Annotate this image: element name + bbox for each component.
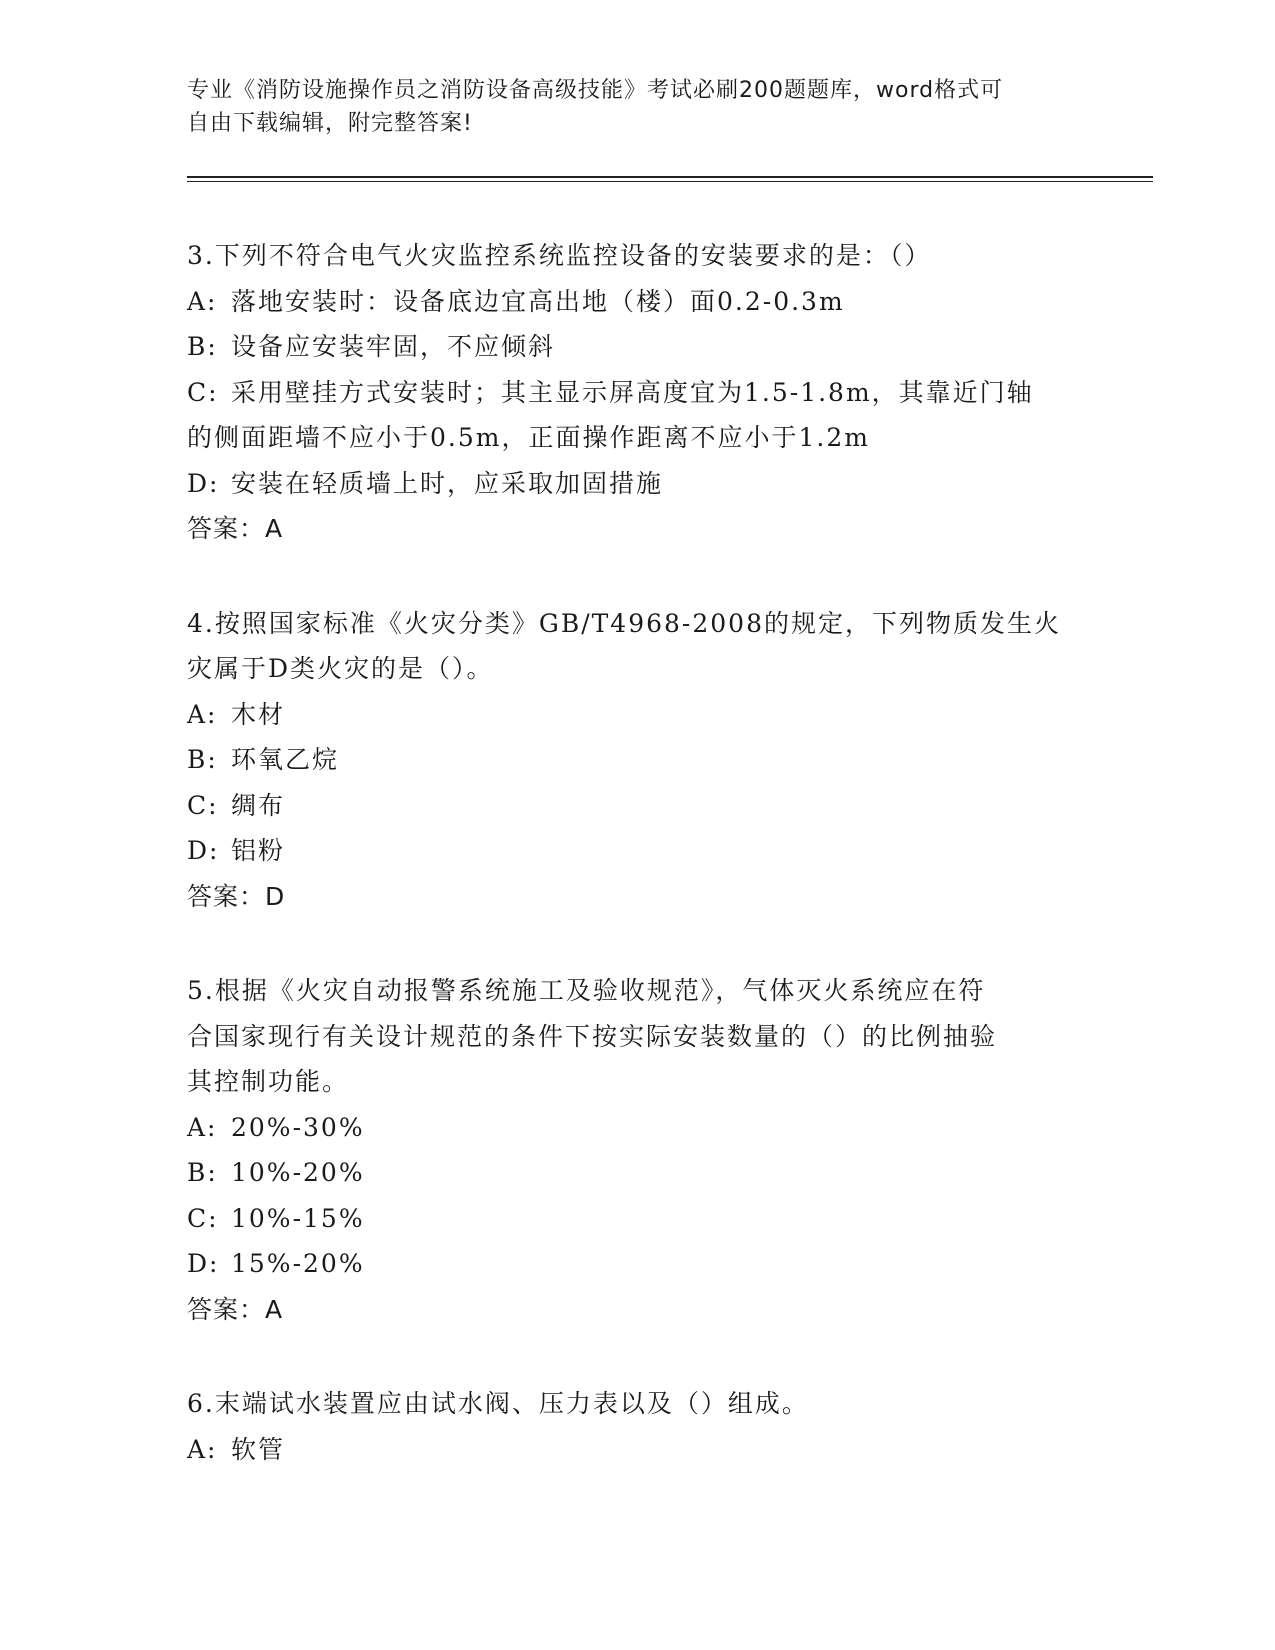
question-block [187,1381,1087,1472]
answer-option [187,324,1087,370]
answer-key: 答案：A [187,514,284,543]
document-header [187,74,1087,140]
answer-option [187,1427,1087,1473]
option-letter: C: [187,1203,219,1233]
question-text: 5.根据《火灾自动报警系统施工及验收规范》，气体灭火系统应在符 [187,976,986,1005]
header-line-1: 专业《消防设施操作员之消防设备高级技能》考试必刷200题题库，word格式可 [187,78,1004,103]
option-letter: D: [187,468,220,498]
question-text: 3.下列不符合电气火灾监控系统监控设备的安装要求的是：（） [187,241,932,270]
option-letter: A: [187,286,218,316]
question-text: 6.末端试水装置应由试水阀、压力表以及（）组成。 [187,1389,809,1418]
question-list [187,233,1087,1521]
answer-key: 答案：D [187,881,286,911]
option-text: 木材 [231,699,286,729]
answer-option [187,370,1087,416]
option-text: 落地安装时：设备底边宜高出地（楼）面0.2-0.3m [231,286,845,316]
option-text: 采用壁挂方式安装时；其主显示屏高度宜为1.5-1.8m，其靠近门轴 [231,377,1034,407]
option-text: 20%-30% [231,1112,365,1142]
option-letter: D: [187,1249,220,1278]
answer-option [187,415,1087,461]
option-text: 15%-20% [231,1249,365,1278]
answer-option [187,1241,1087,1287]
option-text: 铝粉 [231,836,286,865]
option-text: 软管 [231,1434,286,1464]
question-text: 灾属于D类火灾的是（）。 [187,654,494,683]
option-text: 10%-15% [231,1203,365,1233]
question-text: 合国家现行有关设计规范的条件下按实际安装数量的（）的比例抽验 [187,1021,998,1051]
answer-option [187,828,1087,874]
header-rule-thick [187,176,1153,178]
option-letter: A: [187,699,218,729]
option-letter: A: [187,1112,218,1142]
option-text: 设备应安装牢固，不应倾斜 [231,332,556,361]
option-text: 环氧乙烷 [231,745,340,774]
option-text: 安装在轻质墙上时，应采取加固措施 [231,468,664,498]
option-letter: C: [187,790,219,820]
option-letter: C: [187,377,219,407]
option-letter: B: [187,745,218,774]
option-letter: B: [187,1158,218,1187]
answer-option [187,461,1087,507]
answer-option [187,1150,1087,1196]
answer-option [187,783,1087,829]
answer-option [187,1105,1087,1151]
answer-key: 答案：A [187,1294,284,1324]
answer-option [187,737,1087,783]
question-text: 其控制功能。 [187,1067,350,1096]
header-rule-thin [187,181,1153,182]
question-block [187,233,1087,552]
option-letter: D: [187,836,220,865]
option-letter: A: [187,1434,218,1464]
answer-option [187,1196,1087,1242]
header-line-2: 自由下载编辑，附完整答案! [187,111,473,136]
question-block [187,968,1087,1332]
answer-option [187,279,1087,325]
option-letter: B: [187,332,218,361]
option-text: 10%-20% [231,1158,365,1187]
question-text: 4.按照国家标准《火灾分类》GB/T4968-2008的规定，下列物质发生火 [187,608,1061,638]
question-block [187,601,1087,920]
answer-option [187,692,1087,738]
option-text: 的侧面距墙不应小于0.5m，正面操作距离不应小于1.2m [187,423,870,452]
option-text: 绸布 [231,790,286,820]
